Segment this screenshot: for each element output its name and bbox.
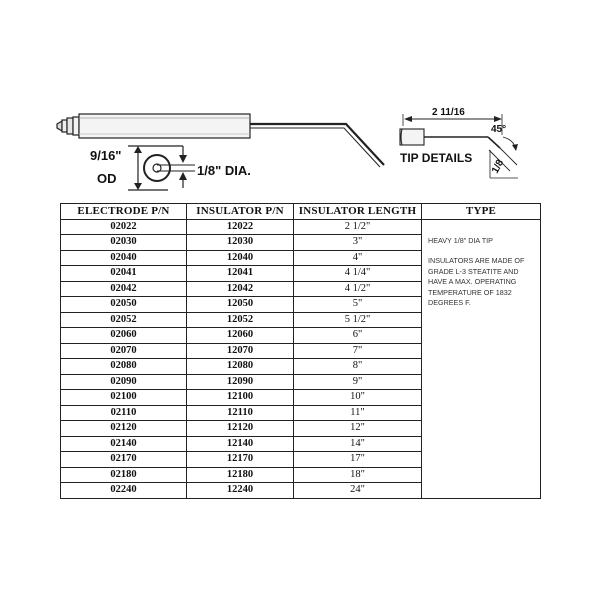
electrode-pn-cell: 02052 bbox=[61, 312, 187, 328]
type-material-line: TEMPERATURE OF 1832 bbox=[428, 287, 512, 297]
insulator-pn-cell: 12180 bbox=[187, 467, 294, 483]
type-description-cell bbox=[422, 219, 541, 498]
type-material-line: DEGREES F. bbox=[428, 298, 471, 307]
insulator-length-cell: 5" bbox=[294, 297, 422, 313]
electrode-pn-cell: 02140 bbox=[61, 436, 187, 452]
insulator-length-cell: 2 1/2" bbox=[294, 219, 422, 235]
end-view bbox=[128, 146, 195, 190]
tip-angle-value: 45° bbox=[491, 124, 507, 135]
insulator-length-cell: 7" bbox=[294, 343, 422, 359]
tip-length-value: 2 11/16 bbox=[432, 107, 465, 118]
electrode-pn-cell: 02110 bbox=[61, 405, 187, 421]
insulator-pn-cell: 12110 bbox=[187, 405, 294, 421]
insulator-pn-cell: 12060 bbox=[187, 328, 294, 344]
table-body bbox=[61, 219, 541, 498]
od-label: OD bbox=[97, 171, 117, 186]
electrode-pn-cell: 02080 bbox=[61, 359, 187, 375]
electrode-drawing bbox=[0, 0, 600, 200]
insulator-length-cell: 18" bbox=[294, 467, 422, 483]
electrode-pn-cell: 02240 bbox=[61, 483, 187, 499]
electrode-pn-cell: 02041 bbox=[61, 266, 187, 282]
insulator-length-cell: 17" bbox=[294, 452, 422, 468]
insulator-length-cell: 8" bbox=[294, 359, 422, 375]
insulator-length-cell: 3" bbox=[294, 235, 422, 251]
insulator-pn-cell: 12120 bbox=[187, 421, 294, 437]
header-type: TYPE bbox=[422, 204, 541, 220]
insulator-pn-cell: 12140 bbox=[187, 436, 294, 452]
electrode-pn-cell: 02180 bbox=[61, 467, 187, 483]
insulator-pn-cell: 12070 bbox=[187, 343, 294, 359]
insulator-pn-cell: 12050 bbox=[187, 297, 294, 313]
tip-details-label: TIP DETAILS bbox=[400, 151, 473, 165]
header-insulator-length: INSULATOR LENGTH bbox=[294, 204, 422, 220]
insulator-length-cell: 14" bbox=[294, 436, 422, 452]
insulator-pn-cell: 12240 bbox=[187, 483, 294, 499]
insulator-length-cell: 24" bbox=[294, 483, 422, 499]
insulator-pn-cell: 12042 bbox=[187, 281, 294, 297]
type-material-line: GRADE L-3 STEATITE AND bbox=[428, 266, 519, 276]
insulator-pn-cell: 12022 bbox=[187, 219, 294, 235]
electrode-pn-cell: 02022 bbox=[61, 219, 187, 235]
insulator-pn-cell: 12100 bbox=[187, 390, 294, 406]
insulator-length-cell: 11" bbox=[294, 405, 422, 421]
header-insulator-pn: INSULATOR P/N bbox=[187, 204, 294, 220]
tip-offset-value: 1/8 bbox=[489, 157, 507, 176]
insulator-length-cell: 9" bbox=[294, 374, 422, 390]
insulator-length-cell: 5 1/2" bbox=[294, 312, 422, 328]
electrode-pn-cell: 02170 bbox=[61, 452, 187, 468]
electrode-pn-cell: 02042 bbox=[61, 281, 187, 297]
electrode-pn-cell: 02090 bbox=[61, 374, 187, 390]
insulator-length-cell: 4" bbox=[294, 250, 422, 266]
dia-label: 1/8" DIA. bbox=[197, 163, 251, 178]
electrode-pn-cell: 02040 bbox=[61, 250, 187, 266]
insulator-length-cell: 4 1/2" bbox=[294, 281, 422, 297]
insulator-pn-cell: 12030 bbox=[187, 235, 294, 251]
table-header-row bbox=[61, 204, 541, 220]
electrode-pn-cell: 02060 bbox=[61, 328, 187, 344]
table-row bbox=[61, 219, 541, 235]
insulator-pn-cell: 12170 bbox=[187, 452, 294, 468]
insulator-pn-cell: 12040 bbox=[187, 250, 294, 266]
electrode-pn-cell: 02120 bbox=[61, 421, 187, 437]
type-tip-text: HEAVY 1/8" DIA TIP bbox=[428, 235, 493, 245]
insulator-length-cell: 6" bbox=[294, 328, 422, 344]
electrode-pn-cell: 02070 bbox=[61, 343, 187, 359]
insulator-length-cell: 12" bbox=[294, 421, 422, 437]
insulator-pn-cell: 12041 bbox=[187, 266, 294, 282]
insulator-pn-cell: 12080 bbox=[187, 359, 294, 375]
electrode-pn-cell: 02030 bbox=[61, 235, 187, 251]
header-electrode-pn: ELECTRODE P/N bbox=[61, 204, 187, 220]
type-material-line: INSULATORS ARE MADE OF bbox=[428, 256, 525, 265]
type-material-line: HAVE A MAX. OPERATING bbox=[428, 277, 517, 286]
insulator-pn-cell: 12090 bbox=[187, 374, 294, 390]
electrode-spec-table bbox=[60, 203, 541, 499]
insulator-length-cell: 4 1/4" bbox=[294, 266, 422, 282]
od-value: 9/16" bbox=[90, 148, 122, 163]
insulator-length-cell: 10" bbox=[294, 390, 422, 406]
electrode-pn-cell: 02050 bbox=[61, 297, 187, 313]
insulator-pn-cell: 12052 bbox=[187, 312, 294, 328]
electrode-pn-cell: 02100 bbox=[61, 390, 187, 406]
